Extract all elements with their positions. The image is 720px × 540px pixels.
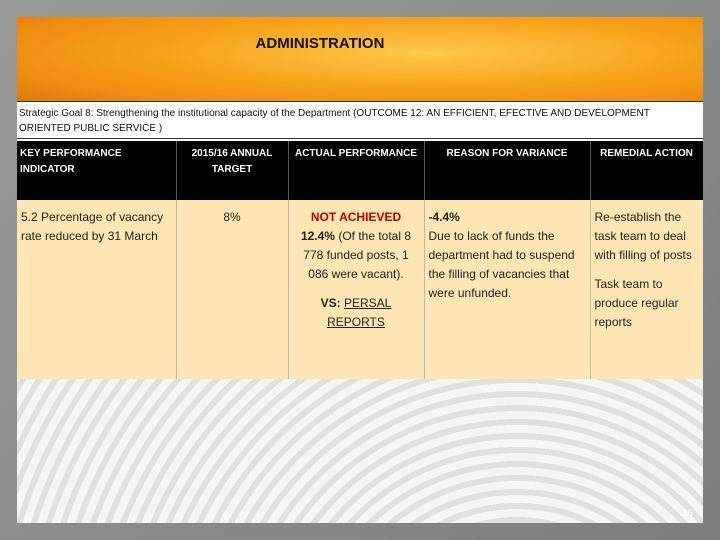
cell-variance — [424, 200, 590, 379]
header-variance: REASON FOR VARIANCE — [424, 141, 590, 200]
cell-kpi — [17, 200, 176, 379]
slide-title: ADMINISTRATION — [255, 35, 385, 52]
header-actual: ACTUAL PERFORMANCE — [288, 141, 424, 200]
cell-actual — [288, 200, 424, 379]
actual-status: NOT ACHIEVED — [310, 210, 402, 224]
actual-vs-source: PERSAL REPORTS — [327, 296, 392, 329]
table-row — [17, 200, 703, 379]
actual-value: 12.4% — [300, 229, 335, 243]
page-number: 16 — [681, 508, 693, 519]
variance-value: -4.4% — [428, 210, 460, 224]
header-target: 2015/16 ANNUAL TARGET — [176, 141, 288, 200]
cell-remedial — [590, 200, 703, 379]
header-remedial: REMEDIAL ACTION — [590, 141, 703, 200]
remedial-action-2: Task team to produce regular reports — [594, 277, 679, 329]
kpi-text: 5.2 Percentage of vacancy rate reduced by 31 March — [21, 210, 164, 243]
strategic-goal-text: Strategic Goal 8: Strengthening the institutional capacity of the Department (OUTCOME 12: AN EFFICIENT, EFECTIVE AND DEVELOPMENT ORIENTED PUBLIC SERVICE ) — [17, 101, 703, 139]
header-kpi: KEY PERFORMANCE INDICATOR — [17, 141, 176, 200]
decorative-circles — [17, 377, 703, 523]
variance-reason: Due to lack of funds the department had to suspend the filling of vacancies that were unfunded. — [428, 229, 575, 300]
header-band — [17, 17, 703, 107]
table-header-row — [17, 141, 703, 200]
actual-detail: (Of the total 8 778 funded posts, 1 086 were vacant). — [303, 229, 412, 281]
performance-table — [17, 141, 703, 379]
remedial-action-1: Re-establish the task team to deal with filling of posts — [594, 210, 692, 262]
target-value: 8% — [223, 210, 241, 224]
content-panel — [17, 17, 703, 523]
actual-vs-prefix: VS: — [320, 296, 344, 310]
cell-target — [176, 200, 288, 379]
